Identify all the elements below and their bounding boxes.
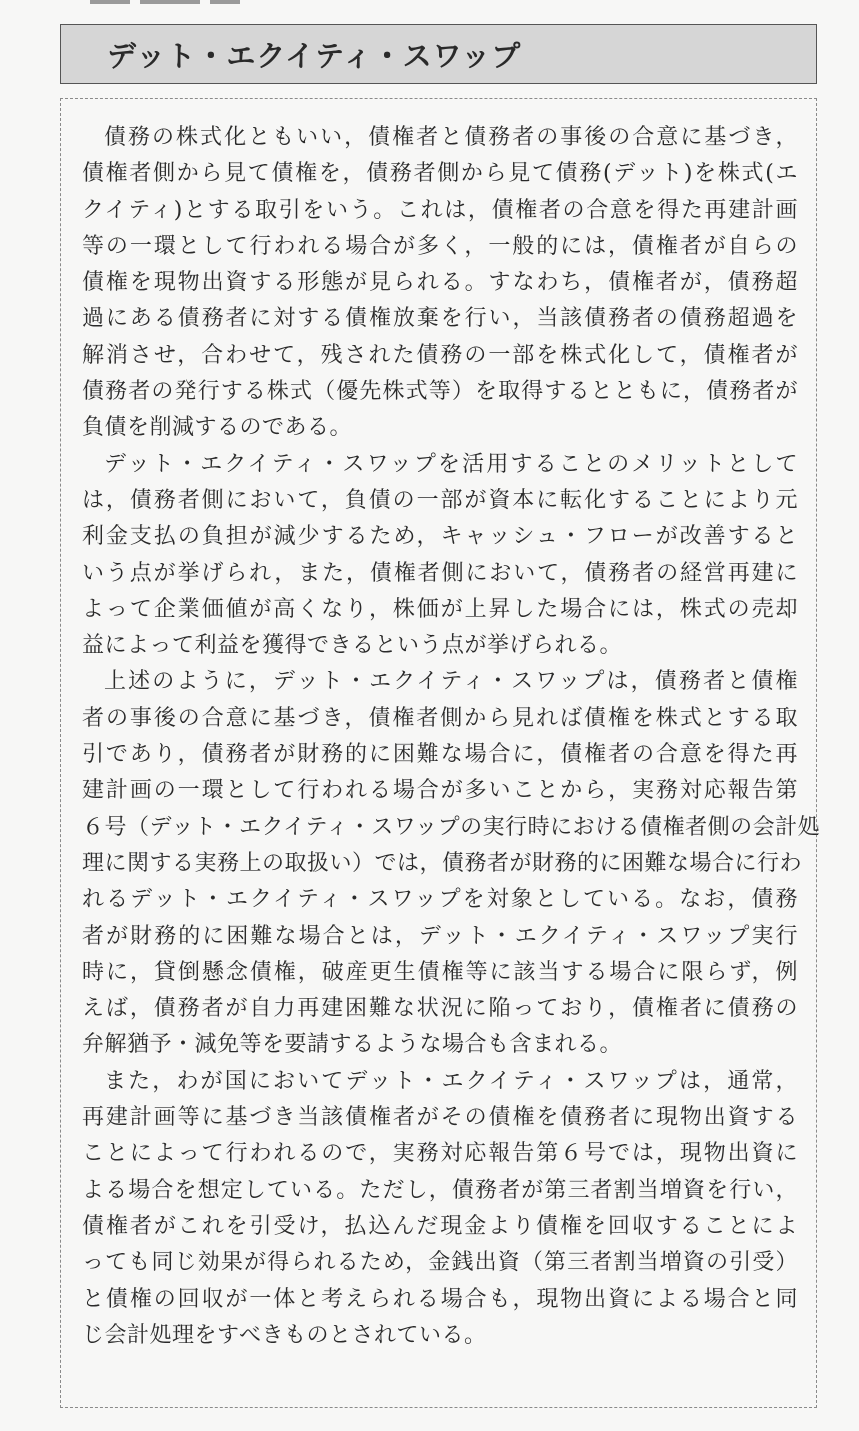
paragraph bbox=[82, 120, 798, 447]
paragraph bbox=[82, 447, 798, 665]
text-line: 負債を削減するのである。 bbox=[82, 415, 353, 441]
text-line: 弁解猶予・減免等を要請するような場合も含まれる。 bbox=[82, 1032, 623, 1058]
text-line: 債務者の発行する株式（優先株式等）を取得するとともに，債務者が bbox=[82, 379, 798, 405]
text-line: ことによって行われるので，実務対応報告第６号では，現物出資に bbox=[82, 1141, 798, 1167]
text-line: ６号（デット・エクイティ・スワップの実行時における債権者側の会計処 bbox=[82, 814, 821, 840]
text-line: じ会計処理をすべきものとされている。 bbox=[82, 1322, 487, 1348]
text-line: 債権を現物出資する形態が見られる。すなわち，債権者が，債務超 bbox=[82, 270, 798, 296]
text-line: 引であり，債務者が財務的に困難な場合に，債権者の合意を得た再 bbox=[82, 742, 798, 768]
page-header-fragment bbox=[90, 0, 330, 4]
text-line: 再建計画等に基づき当該債権者がその債権を債務者に現物出資する bbox=[82, 1105, 798, 1131]
text-line: いう点が挙げられ，また，債権者側において，債務者の経営再建に bbox=[82, 560, 798, 586]
text-line: クイティ)とする取引をいう。これは，債権者の合意を得た再建計画 bbox=[82, 197, 798, 223]
text-line: っても同じ効果が得られるため，金銭出資（第三者割当増資の引受） bbox=[82, 1250, 798, 1276]
text-line: 時に，貸倒懸念債権，破産更生債権等に該当する場合に限らず，例 bbox=[82, 959, 798, 985]
text-line: デット・エクイティ・スワップを活用することのメリットとして bbox=[104, 451, 798, 477]
text-line: 等の一環として行われる場合が多く，一般的には，債権者が自らの bbox=[82, 233, 798, 259]
paragraph bbox=[82, 664, 821, 1063]
text-line: 過にある債務者に対する債権放棄を行い，当該債務者の債務超過を bbox=[82, 306, 798, 332]
text-line: れるデット・エクイティ・スワップを対象としている。なお，債務 bbox=[82, 887, 798, 913]
text-line: また，わが国においてデット・エクイティ・スワップは，通常， bbox=[104, 1068, 798, 1094]
text-line: と債権の回収が一体と考えられる場合も，現物出資による場合と同 bbox=[82, 1286, 798, 1312]
text-line: 者の事後の合意に基づき，債権者側から見れば債権を株式とする取 bbox=[82, 705, 798, 731]
body-text bbox=[82, 120, 821, 1354]
text-line: 上述のように，デット・エクイティ・スワップは，債務者と債権 bbox=[104, 669, 798, 695]
text-line: よる場合を想定している。ただし，債務者が第三者割当増資を行い， bbox=[82, 1177, 798, 1203]
paragraph bbox=[82, 1064, 798, 1354]
text-line: 利金支払の負担が減少するため，キャッシュ・フローが改善すると bbox=[82, 524, 798, 550]
title-box bbox=[60, 24, 817, 84]
section-title: デット・エクイティ・スワップ bbox=[107, 39, 522, 73]
text-line: よって企業価値が高くなり，株価が上昇した場合には，株式の売却 bbox=[82, 596, 798, 622]
text-line: は，債務者側において，負債の一部が資本に転化することにより元 bbox=[82, 487, 798, 513]
text-line: 者が財務的に困難な場合とは，デット・エクイティ・スワップ実行 bbox=[82, 923, 798, 949]
text-line: 債権者側から見て債権を，債務者側から見て債務(デット)を株式(エ bbox=[82, 161, 798, 187]
text-line: えば，債務者が自力再建困難な状況に陥っており，債権者に債務の bbox=[82, 996, 798, 1022]
text-line: 解消させ，合わせて，残された債務の一部を株式化して，債権者が bbox=[82, 342, 798, 368]
text-line: 債権者がこれを引受け，払込んだ現金より債権を回収することによ bbox=[82, 1213, 798, 1239]
text-line: 債務の株式化ともいい，債権者と債務者の事後の合意に基づき， bbox=[104, 125, 798, 150]
text-line: 理に関する実務上の取扱い）では，債務者が財務的に困難な場合に行わ bbox=[82, 850, 803, 876]
text-line: 益によって利益を獲得できるという点が挙げられる。 bbox=[82, 633, 623, 659]
text-line: 建計画の一環として行われる場合が多いことから，実務対応報告第 bbox=[82, 778, 798, 804]
